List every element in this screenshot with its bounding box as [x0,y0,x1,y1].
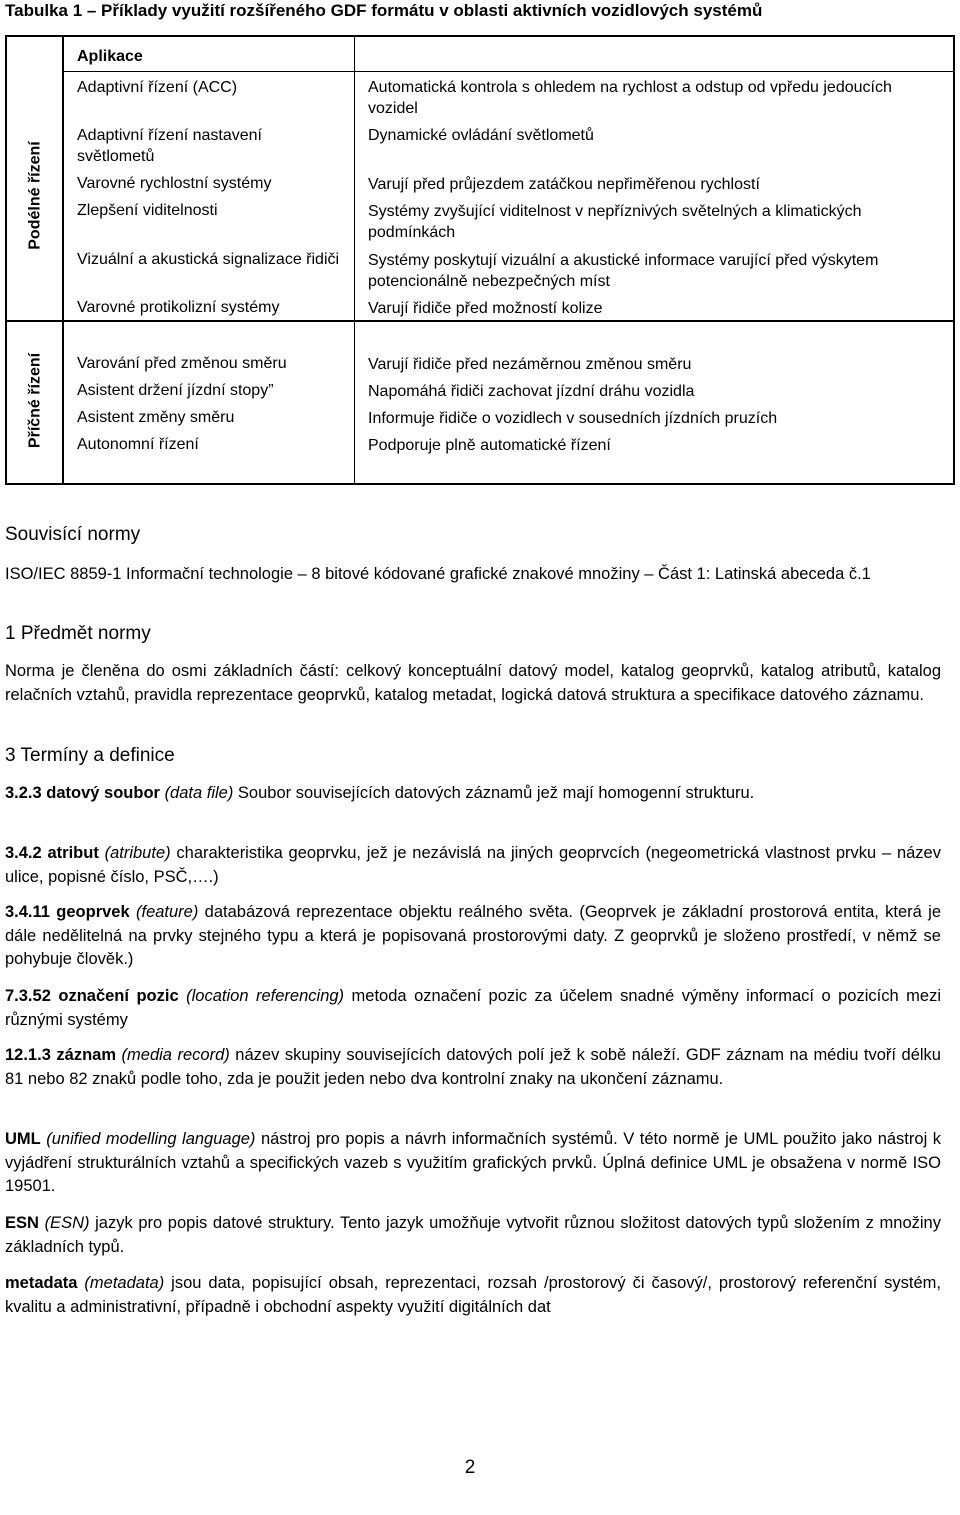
heading-souvisici-normy: Souvisící normy [5,524,141,545]
paragraph-subject: Norma je členěna do osmi základních částí: celkový konceptuální datový model, katalog geoprvků, katalog atributů, katalog relačních vztahů, pravidla reprezentace geoprvků, katalog metadat, logická datová struktura a specifikace datového záznamu. [5,662,941,704]
definition-text: jazyk pro popis datové struktury. Tento jazyk umožňuje vytvořit různou složitost datových typů složením z množiny základních typů. [5,1214,941,1256]
definition-text: metoda označení pozic za účelem snadné výměny informací o pozicích mezi různými systémy [5,987,941,1029]
definition-english: (feature) [135,903,199,921]
page-number: 2 [464,1457,476,1478]
definition-term: ESN [5,1214,39,1232]
definition-item [5,1044,941,1091]
row-app: Vizuální a akustická signalizace řidiči [77,251,340,268]
row-desc: Varují řidiče před možností kolize [368,300,603,317]
row-app: Varování před změnou směru [77,355,287,372]
applications-table [5,35,955,485]
definition-item [5,1128,941,1199]
definition-english: (data file) [164,784,234,802]
definition-english: (ESN) [44,1214,90,1232]
row-desc: Informuje řidiče o vozidlech v sousedních jízdních pruzích [368,410,778,427]
definition-text: charakteristika geoprvku, jež je nezávislá na jiných geoprvcích (negeometrická vlastnost prvku – název ulice, popisné číslo, PSČ,….) [5,844,941,886]
row-app: Asistent držení jízdní stopy” [77,382,274,399]
definition-text: jsou data, popisující obsah, reprezentaci, rozsah /prostorový či časový/, prostorový referenční systém, kvalitu a administrativní, případně i obchodní aspekty využití digitálních dat [5,1274,942,1316]
definition-term: 3.4.2 atribut [5,844,99,862]
row-app: Zlepšení viditelnosti [77,202,218,219]
definition-english: (media record) [121,1046,230,1064]
row-desc: Automatická kontrola s ohledem na rychlost a odstup od vpředu jedoucích vozidel [368,79,892,117]
definition-english: (location referencing) [186,987,345,1005]
row-app: Adaptivní řízení (ACC) [77,79,238,96]
definition-term: 3.2.3 datový soubor [5,784,160,802]
definition-term: metadata [5,1274,78,1292]
definition-text: nástroj pro popis a návrh informačních systémů. V této normě je UML použito jako nástroj k vyjádření strukturálních vztahů a specifických vazeb s využitím grafických prvků. Úplná definice UML je obsažena v normě ISO 19501. [5,1130,941,1195]
table-hline-group [7,320,953,322]
row-desc: Systémy zvyšující viditelnost v nepříznivých světelných a klimatických podmínkách [368,203,862,241]
definition-english: (metadata) [84,1274,165,1292]
heading-terminy: 3 Termíny a definice [5,745,175,766]
row-app: Varovné protikolizní systémy [77,299,280,316]
definition-item [5,842,941,889]
table-hline-header [62,71,953,72]
table-vline-1 [62,37,64,483]
group-label-pricne: Příčné řízení [26,352,44,449]
definition-item [5,1272,941,1319]
definition-text: databázová reprezentace objektu reálného světa. (Geoprvek je základní prostorová entita, která je dále nedělitelná na prvky stejného typu a která je popisovaná prostorovými daty. Z geoprvků je složeno prostředí, v němž se pohybuje člověk.) [5,903,941,968]
definition-item [5,1212,941,1259]
row-desc: Podporuje plně automatické řízení [368,437,611,454]
definition-term: 3.4.11 geoprvek [5,903,130,921]
definition-english: (atribute) [104,844,171,862]
definition-item [5,901,941,972]
row-desc: Varují řidiče před nezáměrnou změnou směru [368,356,692,373]
table-vline-2 [354,37,355,483]
row-app: Asistent změny směru [77,409,235,426]
row-app: Varovné rychlostní systémy [77,175,272,192]
definition-term: 12.1.3 záznam [5,1046,117,1064]
table-header-aplikace: Aplikace [77,48,143,65]
row-app: Autonomní řízení [77,436,199,453]
definition-term: UML [5,1130,41,1148]
table-caption: Tabulka 1 – Příklady využití rozšířeného GDF formátu v oblasti aktivních vozidlových systémů [5,1,763,20]
definition-item [5,782,941,806]
group-label-podelne: Podélné řízení [26,141,44,250]
definition-term: 7.3.52 označení pozic [5,987,179,1005]
paragraph-norms: ISO/IEC 8859-1 Informační technologie – 8 bitové kódované grafické znakové množiny – Část 1: Latinská abeceda č.1 [5,565,871,583]
row-desc: Systémy poskytují vizuální a akustické informace varující před výskytem potencionálně nebezpečných míst [368,252,879,290]
heading-predmet-normy: 1 Předmět normy [5,623,151,644]
definition-english: (unified modelling language) [46,1130,256,1148]
row-desc: Napomáhá řidiči zachovat jízdní dráhu vozidla [368,383,695,400]
definition-text: název skupiny souvisejících datových polí jež k sobě náleží. GDF záznam na médiu tvoří délku 81 nebo 82 znaků podle toho, zda je použit jeden nebo dva kontrolní znaky na ukončení záznamu. [5,1046,941,1088]
row-desc: Varují před průjezdem zatáčkou nepřiměřenou rychlostí [368,176,760,193]
definition-item [5,985,941,1032]
definition-text: Soubor souvisejících datových záznamů jež mají homogenní strukturu. [233,784,755,802]
row-app: Adaptivní řízení nastavení světlometů [77,127,262,165]
row-desc: Dynamické ovládání světlometů [368,127,594,144]
